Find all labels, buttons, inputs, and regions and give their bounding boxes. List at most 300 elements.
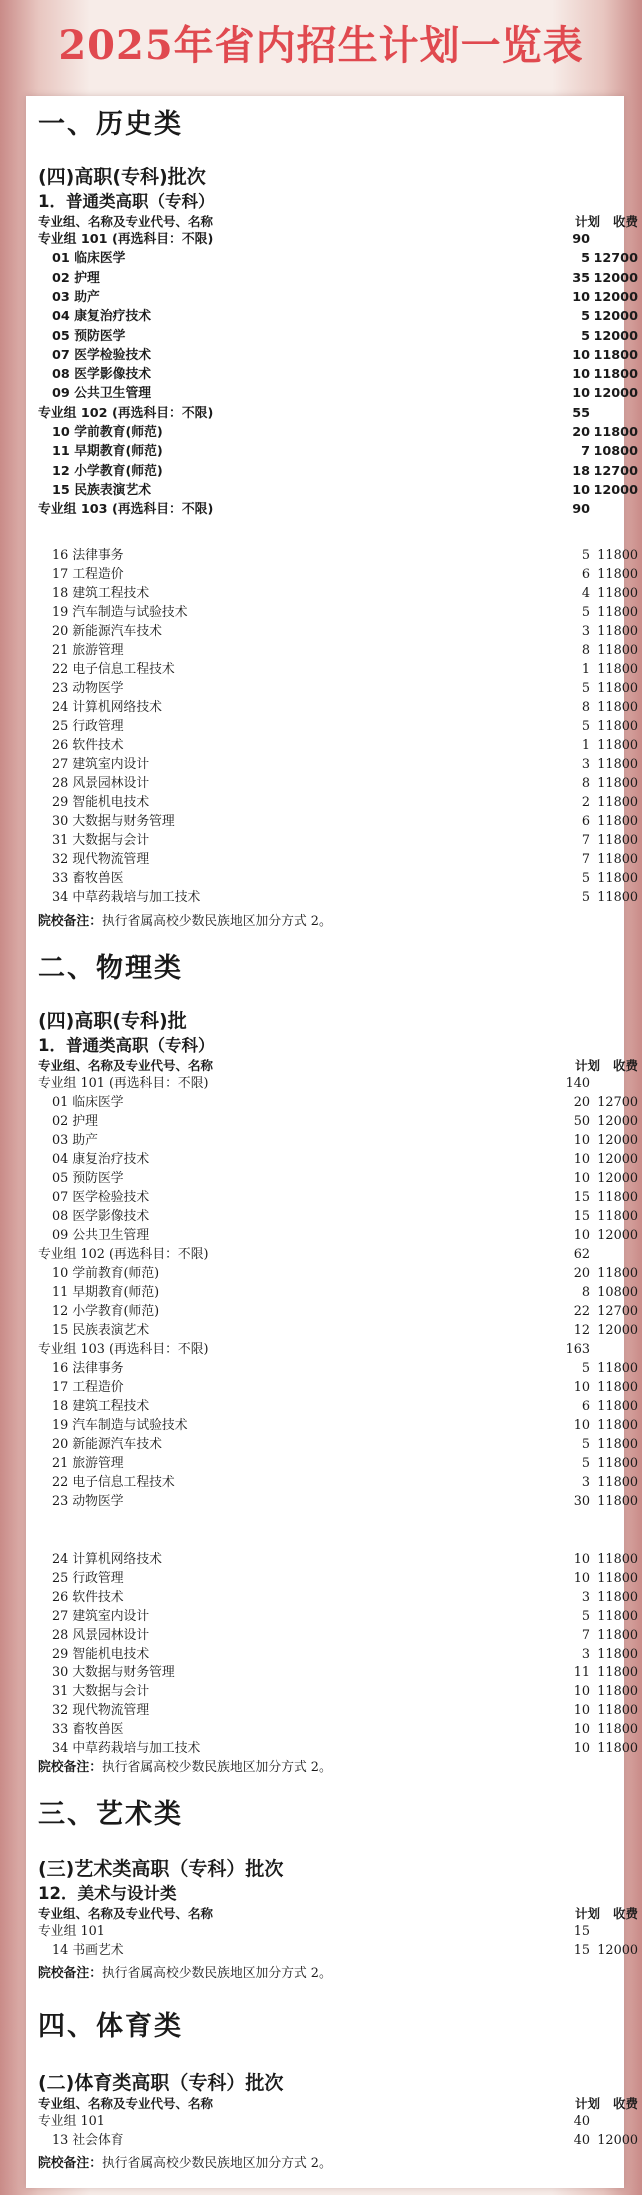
- cell-name: 30 大数据与财务管理: [52, 814, 175, 829]
- cell-name: 28 风景园林设计: [52, 1627, 150, 1643]
- cell-name: 11 早期教育(师范): [52, 444, 163, 460]
- cell-name: 19 汽车制造与试验技术: [52, 1418, 188, 1433]
- cell-fee: 11800: [597, 1646, 638, 1662]
- cell-plan: 5: [581, 890, 590, 905]
- note-label: 院校备注：: [38, 1966, 102, 1981]
- group-row: [26, 404, 624, 423]
- cell-name: 专业组 101: [38, 1924, 105, 1939]
- group-row: [26, 2112, 624, 2131]
- table-row: [26, 793, 638, 812]
- cell-plan: 7: [581, 833, 590, 848]
- cell-plan: 5: [581, 605, 590, 620]
- table-row: [26, 679, 638, 698]
- table-row: [26, 346, 638, 365]
- cell-plan: 15: [573, 1943, 590, 1958]
- cell-plan: 10: [572, 367, 590, 383]
- cell-fee: 11800: [597, 795, 638, 810]
- cell-name: 33 畜牧兽医: [52, 1722, 124, 1738]
- cell-fee: 11800: [597, 643, 638, 658]
- table-row: [26, 1720, 638, 1739]
- history-table-header: [26, 212, 638, 231]
- table-row: [26, 269, 638, 288]
- cell-name: 20 新能源汽车技术: [52, 1437, 162, 1452]
- cell-plan: 3: [581, 1646, 590, 1662]
- table-row: [26, 622, 638, 641]
- cell-name: 30 大数据与财务管理: [52, 1665, 175, 1681]
- table-row: [26, 888, 638, 907]
- table-row: [26, 603, 638, 622]
- cell-name: 27 建筑室内设计: [52, 1608, 150, 1624]
- cell-plan: 90: [572, 232, 590, 247]
- table-row: [26, 1645, 638, 1664]
- cell-name: 专业组 102 (再选科目：不限): [38, 405, 214, 421]
- physics-section-title: 二、物理类: [38, 953, 183, 984]
- table-row: [26, 1283, 638, 1302]
- cell-name: 07 医学检验技术: [52, 347, 152, 363]
- cell-name: 11 早期教育(师范): [52, 1285, 160, 1300]
- history-batch-title: (四)高职(专科)批次: [38, 166, 206, 188]
- table-row: [26, 1226, 638, 1245]
- cell-name: 10 学前教育(师范): [52, 425, 163, 440]
- cell-plan: 18: [572, 463, 590, 479]
- table-row: [26, 1941, 638, 1960]
- cell-fee: 11800: [597, 852, 638, 867]
- cell-name: 02 护理: [52, 1114, 98, 1129]
- cell-plan: 5: [581, 1456, 590, 1471]
- group-row: [26, 1922, 624, 1941]
- cell-plan: 7: [581, 444, 590, 460]
- cell-plan: 12: [573, 1323, 590, 1338]
- cell-fee: 12700: [593, 463, 638, 479]
- cell-name: 05 预防医学: [52, 1171, 124, 1186]
- table-row: [26, 1550, 638, 1569]
- cell-name: 29 智能机电技术: [52, 795, 150, 810]
- cell-plan: 4: [581, 586, 590, 601]
- group-row: [26, 230, 624, 249]
- cell-fee: 11800: [597, 1741, 638, 1756]
- cell-fee: 12000: [593, 386, 638, 402]
- cell-fee: 12000: [593, 309, 638, 325]
- cell-plan: 3: [581, 757, 590, 772]
- table-row: [26, 1150, 638, 1169]
- header-fee: 收费: [612, 2096, 638, 2111]
- cell-name: 17 工程造价: [52, 567, 124, 582]
- cell-fee: 11800: [597, 700, 638, 715]
- table-row: [26, 1663, 638, 1682]
- art-category-title: 12．美术与设计类: [38, 1884, 177, 1903]
- cell-fee: 12000: [593, 482, 638, 498]
- cell-fee: 11800: [597, 1209, 638, 1224]
- header-plan: 计划: [574, 1906, 600, 1921]
- cell-fee: 12000: [597, 2133, 638, 2148]
- table-row: [26, 1264, 638, 1283]
- cell-name: 08 医学影像技术: [52, 367, 152, 383]
- cell-fee: 11800: [597, 624, 638, 639]
- cell-name: 04 康复治疗技术: [52, 309, 152, 325]
- cell-fee: 12000: [597, 1152, 638, 1167]
- cell-plan: 10: [572, 482, 590, 498]
- cell-name: 专业组 102 (再选科目：不限): [38, 1247, 209, 1262]
- table-row: [26, 249, 638, 268]
- cell-plan: 5: [581, 328, 590, 344]
- cell-fee: 11800: [593, 347, 638, 363]
- cell-name: 20 新能源汽车技术: [52, 624, 162, 639]
- cell-fee: 11800: [597, 662, 638, 677]
- cell-name: 15 民族表演艺术: [52, 482, 152, 498]
- cell-name: 25 行政管理: [52, 1570, 124, 1586]
- table-row: [26, 1588, 638, 1607]
- cell-name: 31 大数据与会计: [52, 833, 150, 848]
- cell-name: 18 建筑工程技术: [52, 586, 150, 601]
- cell-plan: 10: [573, 1703, 590, 1719]
- table-row: [26, 565, 638, 584]
- cell-name: 26 软件技术: [52, 738, 124, 753]
- cell-fee: 10800: [593, 444, 638, 460]
- history-category-title: 1．普通类高职（专科）: [38, 192, 215, 211]
- cell-name: 04 康复治疗技术: [52, 1152, 150, 1167]
- cell-name: 13 社会体育: [52, 2133, 124, 2148]
- cell-name: 03 助产: [52, 1133, 98, 1148]
- cell-fee: 11800: [597, 1608, 638, 1624]
- table-row: [26, 1454, 638, 1473]
- table-row: [26, 365, 638, 384]
- cell-fee: 11800: [597, 833, 638, 848]
- cell-plan: 10: [572, 347, 590, 363]
- cell-name: 专业组 101: [38, 2114, 105, 2129]
- cell-fee: 11800: [597, 567, 638, 582]
- cell-name: 22 电子信息工程技术: [52, 662, 175, 677]
- cell-plan: 10: [573, 1133, 590, 1148]
- cell-fee: 11800: [597, 681, 638, 696]
- cell-plan: 35: [572, 270, 590, 286]
- cell-fee: 11800: [597, 548, 638, 563]
- cell-name: 28 风景园林设计: [52, 776, 150, 791]
- header-name: 专业组、名称及专业代号、名称: [38, 1058, 214, 1073]
- cell-fee: 11800: [597, 1418, 638, 1433]
- cell-name: 05 预防医学: [52, 328, 126, 344]
- cell-name: 33 畜牧兽医: [52, 871, 124, 886]
- cell-plan: 10: [573, 1418, 590, 1433]
- header-name: 专业组、名称及专业代号、名称: [38, 2096, 214, 2111]
- table-row: [26, 546, 638, 565]
- table-row: [26, 717, 638, 736]
- note-text: 执行省属高校少数民族地区加分方式 2。: [101, 1760, 332, 1775]
- physics-table-header: [26, 1056, 638, 1075]
- cell-name: 01 临床医学: [52, 1095, 124, 1110]
- cell-name: 32 现代物流管理: [52, 1703, 150, 1719]
- table-row: [26, 584, 638, 603]
- cell-fee: 11800: [597, 1494, 638, 1509]
- table-row: [26, 1093, 638, 1112]
- header-plan: 计划: [574, 2096, 600, 2111]
- cell-plan: 3: [581, 1475, 590, 1490]
- cell-fee: 11800: [597, 1665, 638, 1681]
- cell-plan: 5: [581, 251, 590, 267]
- cell-name: 07 医学检验技术: [52, 1190, 150, 1205]
- header-fee: 收费: [612, 1058, 638, 1073]
- cell-fee: 11800: [597, 1703, 638, 1719]
- cell-plan: 10: [573, 1741, 590, 1756]
- cell-name: 专业组 103 (再选科目：不限): [38, 1342, 209, 1357]
- cell-fee: 11800: [597, 1266, 638, 1281]
- cell-name: 12 小学教育(师范): [52, 1304, 160, 1319]
- cell-fee: 11800: [597, 1552, 638, 1567]
- cell-name: 21 旅游管理: [52, 643, 124, 658]
- cell-name: 14 书画艺术: [52, 1943, 124, 1958]
- cell-name: 17 工程造价: [52, 1380, 124, 1395]
- page-title: 2025年省内招生计划一览表: [58, 22, 584, 69]
- note-text: 执行省属高校少数民族地区加分方式 2。: [101, 1966, 332, 1981]
- cell-plan: 55: [572, 405, 590, 421]
- cell-name: 02 护理: [52, 270, 100, 286]
- cell-fee: 11800: [597, 1722, 638, 1738]
- cell-plan: 8: [581, 776, 590, 791]
- cell-fee: 11800: [597, 814, 638, 829]
- cell-name: 22 电子信息工程技术: [52, 1475, 175, 1490]
- cell-fee: 11800: [597, 1380, 638, 1395]
- cell-fee: 11800: [597, 757, 638, 772]
- art-note: [38, 1962, 332, 1981]
- table-row: [26, 1169, 638, 1188]
- cell-plan: 40: [573, 2114, 590, 2129]
- cell-name: 18 建筑工程技术: [52, 1399, 150, 1414]
- cell-plan: 20: [573, 1095, 590, 1110]
- table-row: [26, 641, 638, 660]
- cell-name: 26 软件技术: [52, 1589, 124, 1605]
- cell-fee: 11800: [597, 719, 638, 734]
- cell-plan: 8: [581, 643, 590, 658]
- table-row: [26, 384, 638, 403]
- cell-plan: 5: [581, 681, 590, 696]
- cell-plan: 10: [573, 1152, 590, 1167]
- cell-plan: 6: [581, 567, 590, 582]
- note-label: 院校备注：: [38, 914, 102, 929]
- cell-plan: 10: [573, 1552, 590, 1567]
- cell-fee: 12000: [593, 270, 638, 286]
- cell-plan: 5: [581, 1437, 590, 1452]
- cell-plan: 2: [581, 795, 590, 810]
- group-row: [26, 1340, 624, 1359]
- header-name: 专业组、名称及专业代号、名称: [38, 1906, 214, 1921]
- cell-plan: 10: [573, 1722, 590, 1738]
- cell-plan: 5: [581, 871, 590, 886]
- cell-name: 23 动物医学: [52, 1494, 124, 1509]
- cell-name: 34 中草药栽培与加工技术: [52, 890, 201, 905]
- table-row: [26, 442, 638, 461]
- cell-fee: 11800: [597, 1627, 638, 1643]
- note-text: 执行省属高校少数民族地区加分方式 2。: [101, 914, 332, 929]
- table-row: [26, 1416, 638, 1435]
- cell-name: 09 公共卫生管理: [52, 386, 152, 402]
- cell-fee: 11800: [597, 738, 638, 753]
- cell-plan: 5: [581, 1361, 590, 1376]
- note-text: 执行省属高校少数民族地区加分方式 2。: [101, 2156, 332, 2171]
- cell-name: 34 中草药栽培与加工技术: [52, 1741, 201, 1756]
- cell-fee: 11800: [597, 871, 638, 886]
- cell-plan: 62: [573, 1247, 590, 1262]
- cell-name: 专业组 101 (再选科目：不限): [38, 1076, 209, 1091]
- cell-name: 专业组 101 (再选科目：不限): [38, 232, 214, 247]
- cell-name: 24 计算机网络技术: [52, 700, 162, 715]
- group-row: [26, 1245, 624, 1264]
- table-row: [26, 1131, 638, 1150]
- table-row: [26, 423, 638, 442]
- table-row: [26, 288, 638, 307]
- table-row: [26, 1207, 638, 1226]
- table-row: [26, 1188, 638, 1207]
- table-row: [26, 1359, 638, 1378]
- cell-name: 08 医学影像技术: [52, 1209, 150, 1224]
- cell-fee: 11800: [597, 1589, 638, 1605]
- cell-name: 25 行政管理: [52, 719, 124, 734]
- cell-name: 12 小学教育(师范): [52, 463, 163, 479]
- cell-name: 31 大数据与会计: [52, 1684, 150, 1700]
- cell-name: 29 智能机电技术: [52, 1646, 150, 1662]
- group-row: [26, 500, 624, 519]
- table-row: [26, 774, 638, 793]
- cell-name: 16 法律事务: [52, 1361, 124, 1376]
- cell-name: 23 动物医学: [52, 681, 124, 696]
- cell-plan: 11: [573, 1665, 590, 1681]
- table-row: [26, 1397, 638, 1416]
- cell-plan: 40: [573, 2133, 590, 2148]
- header-plan: 计划: [574, 214, 600, 229]
- table-row: [26, 1302, 638, 1321]
- header-plan: 计划: [574, 1058, 600, 1073]
- cell-plan: 10: [572, 289, 590, 305]
- cell-name: 21 旅游管理: [52, 1456, 124, 1471]
- cell-fee: 12700: [597, 1304, 638, 1319]
- physics-batch-title: (四)高职(专科)批: [38, 1010, 187, 1032]
- cell-fee: 11800: [597, 1399, 638, 1414]
- table-row: [26, 1435, 638, 1454]
- cell-fee: 12000: [593, 289, 638, 305]
- cell-name: 专业组 103 (再选科目：不限): [38, 502, 214, 518]
- table-row: [26, 831, 638, 850]
- cell-plan: 7: [581, 852, 590, 867]
- table-row: [26, 812, 638, 831]
- cell-plan: 10: [572, 386, 590, 402]
- cell-name: 27 建筑室内设计: [52, 757, 150, 772]
- table-row: [26, 327, 638, 346]
- cell-name: 16 法律事务: [52, 548, 124, 563]
- table-row: [26, 1321, 638, 1340]
- table-row: [26, 660, 638, 679]
- cell-fee: 10800: [597, 1285, 638, 1300]
- cell-plan: 10: [573, 1171, 590, 1186]
- table-row: [26, 736, 638, 755]
- cell-plan: 5: [581, 719, 590, 734]
- table-row: [26, 869, 638, 888]
- cell-plan: 3: [581, 1589, 590, 1605]
- cell-fee: 12000: [597, 1228, 638, 1243]
- table-row: [26, 1569, 638, 1588]
- art-section-title: 三、艺术类: [38, 1799, 183, 1830]
- note-label: 院校备注：: [38, 1760, 102, 1775]
- cell-fee: 11800: [597, 776, 638, 791]
- cell-fee: 11800: [597, 1475, 638, 1490]
- plan-sheet: [26, 96, 638, 2188]
- cell-fee: 12000: [593, 328, 638, 344]
- table-row: [26, 462, 638, 481]
- cell-plan: 5: [581, 309, 590, 325]
- table-row: [26, 1701, 638, 1720]
- cell-plan: 10: [573, 1228, 590, 1243]
- table-row: [26, 1492, 638, 1511]
- art-batch-title: (三)艺术类高职（专科）批次: [38, 1858, 284, 1880]
- cell-plan: 140: [565, 1076, 590, 1091]
- cell-name: 24 计算机网络技术: [52, 1552, 162, 1567]
- cell-name: 32 现代物流管理: [52, 852, 150, 867]
- art-table-header: [26, 1904, 638, 1923]
- cell-fee: 11800: [593, 367, 638, 383]
- cell-fee: 11800: [597, 890, 638, 905]
- history-section-title: 一、历史类: [38, 109, 183, 140]
- cell-fee: 12000: [597, 1114, 638, 1129]
- history-note: [38, 910, 332, 929]
- sports-table-header: [26, 2094, 638, 2113]
- cell-plan: 5: [581, 1608, 590, 1624]
- cell-fee: 11800: [597, 1456, 638, 1471]
- cell-plan: 1: [581, 662, 590, 677]
- table-row: [26, 850, 638, 869]
- table-row: [26, 1112, 638, 1131]
- cell-fee: 12000: [597, 1133, 638, 1148]
- cell-fee: 12700: [593, 251, 638, 267]
- cell-plan: 20: [572, 425, 590, 440]
- table-row: [26, 481, 638, 500]
- cell-plan: 8: [581, 1285, 590, 1300]
- table-row: [26, 1607, 638, 1626]
- sports-section-title: 四、体育类: [38, 2011, 183, 2042]
- table-row: [26, 2131, 638, 2150]
- table-row: [26, 755, 638, 774]
- cell-plan: 50: [573, 1114, 590, 1129]
- sports-batch-title: (二)体育类高职（专科）批次: [38, 2072, 284, 2094]
- group-row: [26, 1074, 624, 1093]
- cell-plan: 6: [581, 1399, 590, 1414]
- header-fee: 收费: [612, 214, 638, 229]
- header-name: 专业组、名称及专业代号、名称: [38, 214, 214, 229]
- cell-plan: 20: [573, 1266, 590, 1281]
- cell-fee: 12000: [597, 1171, 638, 1186]
- table-row: [26, 307, 638, 326]
- cell-fee: 11800: [597, 1684, 638, 1700]
- cell-plan: 90: [572, 502, 590, 518]
- cell-plan: 22: [573, 1304, 590, 1319]
- table-row: [26, 1682, 638, 1701]
- table-row: [26, 1626, 638, 1645]
- physics-note: [38, 1756, 332, 1775]
- cell-fee: 11800: [597, 586, 638, 601]
- cell-plan: 6: [581, 814, 590, 829]
- cell-plan: 10: [573, 1570, 590, 1586]
- cell-plan: 1: [581, 738, 590, 753]
- cell-name: 19 汽车制造与试验技术: [52, 605, 188, 620]
- cell-plan: 8: [581, 700, 590, 715]
- cell-plan: 5: [581, 548, 590, 563]
- cell-name: 09 公共卫生管理: [52, 1228, 150, 1243]
- header-fee: 收费: [612, 1906, 638, 1921]
- cell-fee: 11800: [597, 1437, 638, 1452]
- cell-fee: 11800: [597, 1361, 638, 1376]
- cell-fee: 12000: [597, 1323, 638, 1338]
- cell-fee: 11800: [593, 425, 638, 440]
- physics-category-title: 1．普通类高职（专科）: [38, 1036, 215, 1055]
- cell-fee: 12000: [597, 1943, 638, 1958]
- cell-plan: 15: [573, 1924, 590, 1939]
- cell-fee: 11800: [597, 605, 638, 620]
